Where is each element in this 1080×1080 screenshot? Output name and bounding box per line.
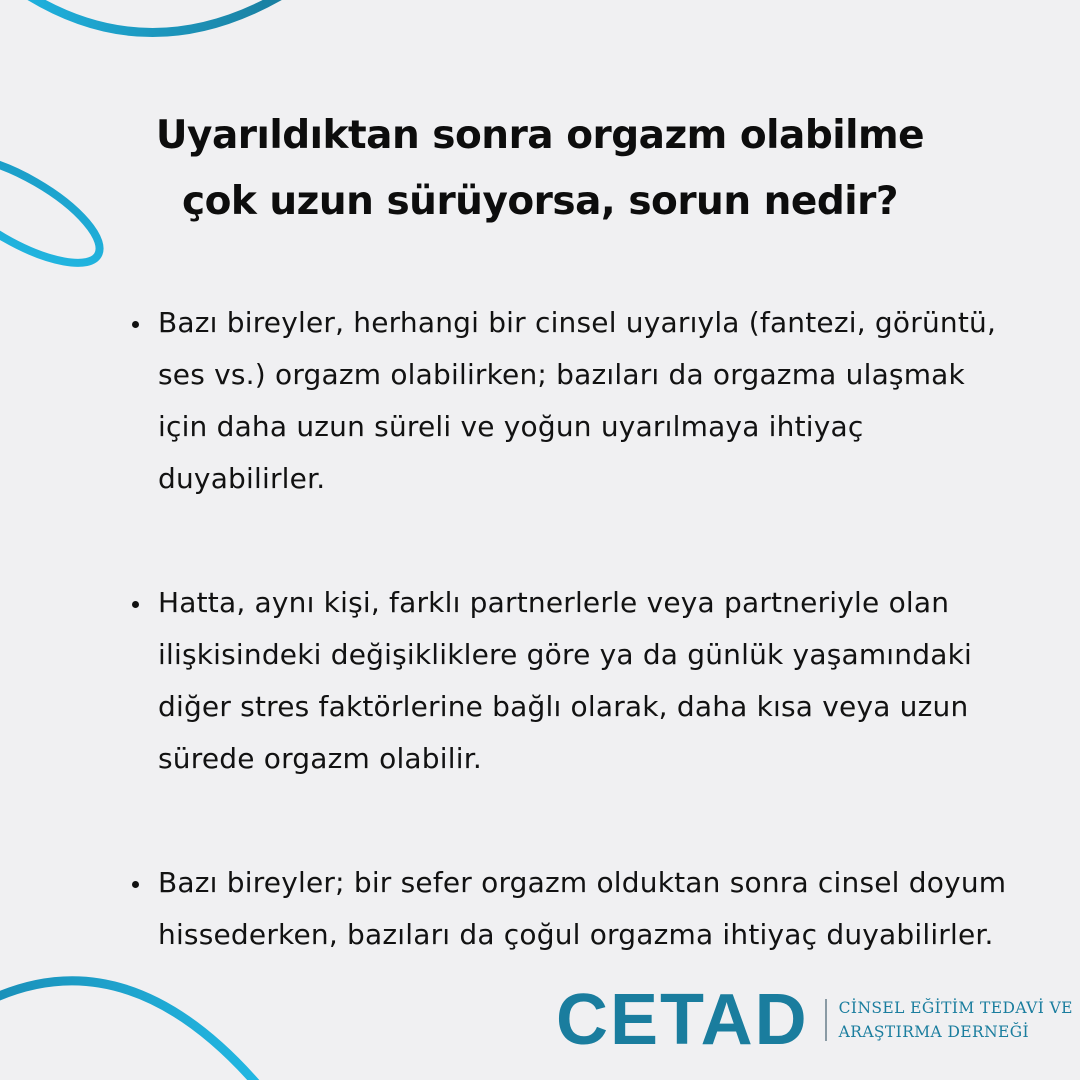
logo-name-line-1: CİNSEL EĞİTİM TEDAVİ VE <box>838 999 1073 1017</box>
page-title <box>0 103 1080 235</box>
top-arc <box>20 0 290 33</box>
logo-org-name <box>839 996 1073 1044</box>
logo-mark: CETAD <box>556 980 809 1060</box>
logo-name-line-2: ARAŞTIRMA DERNEĞİ <box>838 1023 1030 1041</box>
title-line-2: çok uzun sürüyorsa, sorun nedir? <box>181 179 899 224</box>
bullet-list <box>128 297 1008 1033</box>
title-line-1: Uyarıldıktan sonra orgazm olabilme <box>155 113 925 158</box>
bullet-item: Bazı bireyler, herhangi bir cinsel uyarıyla (fantezi, görüntü, ses vs.) orgazm olabilirken; bazıları da orgazma ulaşmak için daha uzun süreli ve yoğun uyarılmaya ihtiyaç duyabilirler. <box>128 297 1008 505</box>
bullet-item: Hatta, aynı kişi, farklı partnerlerle veya partneriyle olan ilişkisindeki değişikliklere göre ya da günlük yaşamındaki diğer stres faktörlerine bağlı olarak, daha kısa veya uzun sürede orgazm olabilir. <box>128 577 1008 785</box>
bullet-item: Bazı bireyler; bir sefer orgazm olduktan sonra cinsel doyum hissederken, bazıları da çoğul orgazma ihtiyaç duyabilirler. <box>128 857 1008 961</box>
logo-divider <box>825 999 827 1041</box>
cetad-logo <box>556 980 1073 1060</box>
